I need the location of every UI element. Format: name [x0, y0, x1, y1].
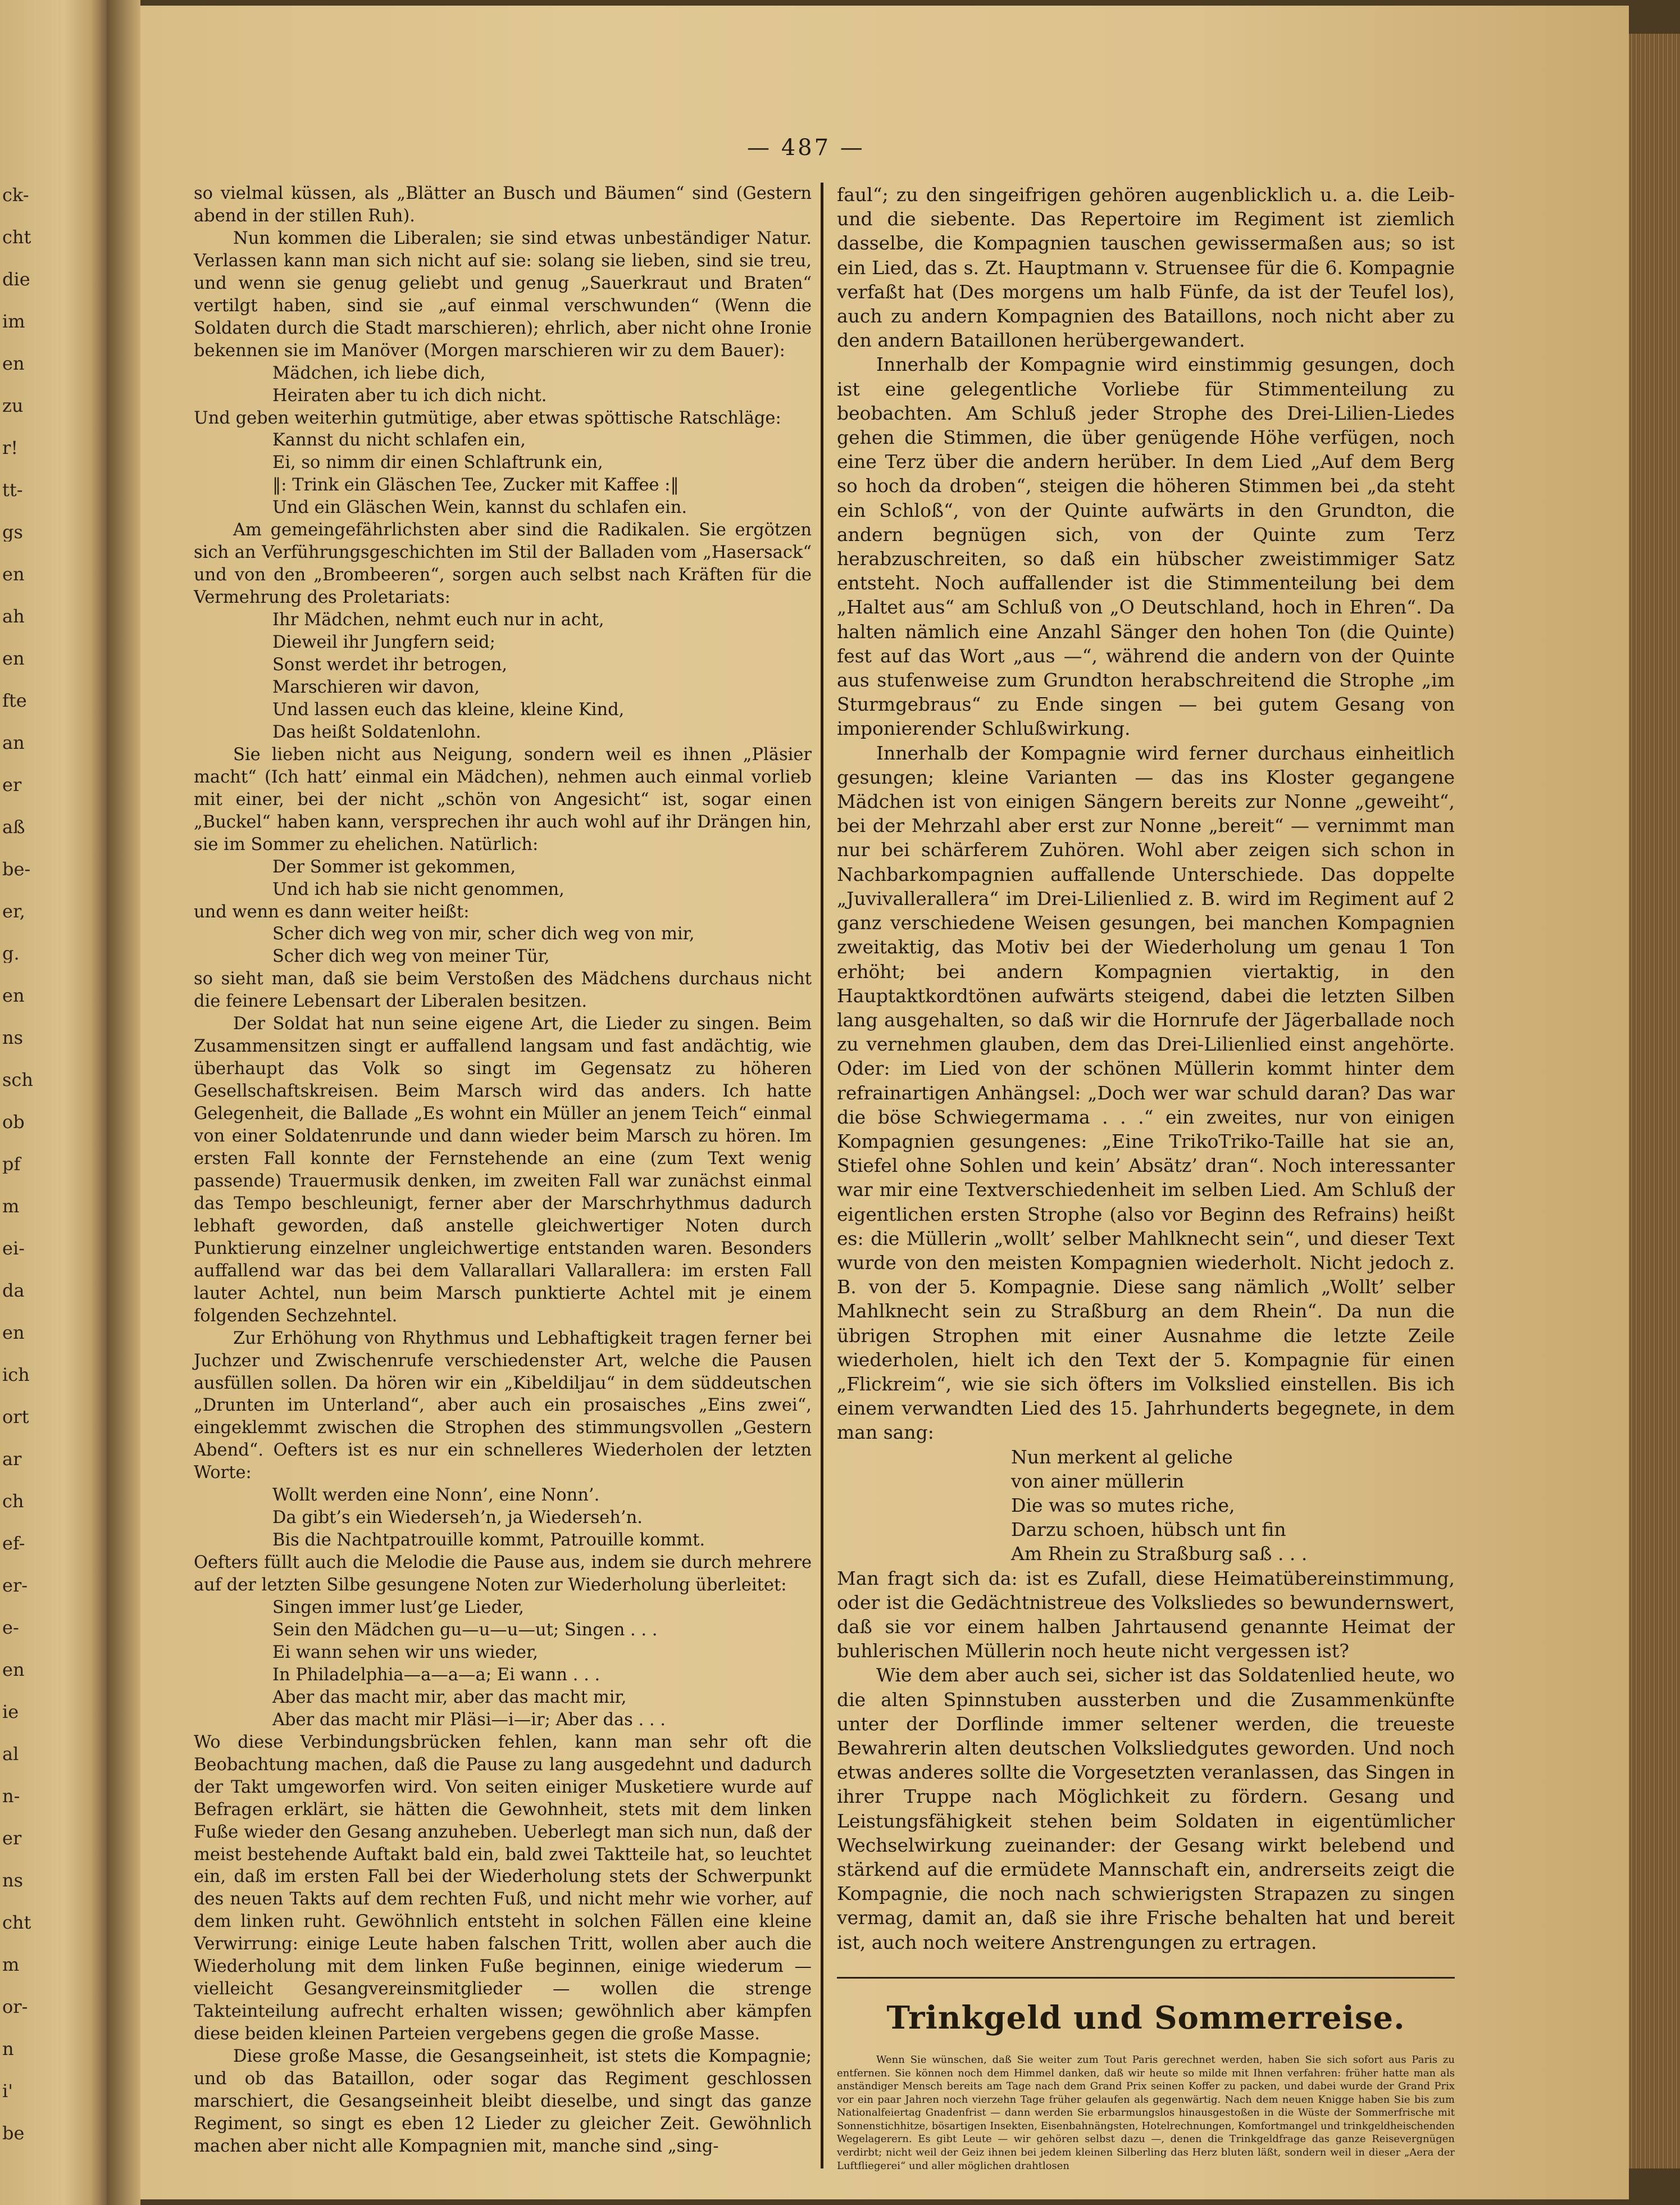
facing-page-fragment: or- [2, 1997, 28, 2016]
column-divider [821, 183, 823, 2168]
paragraph: Nun kommen die Liberalen; sie sind etwas unbeständiger Natur. Verlassen kann man sich nicht auf sie: solang sie lieben, sind sie treu, und wenn sie genug geliebt und genug „Sauerkraut und Braten“ vertilgt haben, sind sie „auf einmal verschwunden“ (Wenn die Soldaten durch die Stadt marschieren); ehrlich, aber nicht ohne Ironie bekennen sie im Manöver (Morgen marschieren wir zu dem Bauer): [194, 228, 812, 361]
paragraph: Innerhalb der Kompagnie wird einstimmig gesungen, doch ist eine gelegentliche Vorliebe für Stimmenteilung zu beobachten. Am Schluß jeder Strophe des Drei-Lilien-Liedes gehen die Stimmen, die über genügende Höhe verfügen, noch eine Terz über die andern herüber. In dem Lied „Auf dem Berg so hoch da droben“, steigen die höheren Stimmen bei „da steht ein Schloß“, von der Quinte aufwärts in den Grundton, die andern begnügen sich, von der Quinte zum Terz herabzuschreiten, so daß ein hübscher zweistimmiger Satz entsteht. Noch auffallender ist die Stimmenteilung bei dem „Haltet aus“ am Schluß von „O Deutschland, hoch in Ehren“. Da halten nämlich eine Anzahl Sänger den hohen Ton (die Quinte) fest auf das Wort „aus —“, während die andern von der Quinte aus stufenweise zum Grundton herabschreitend die Strophe „im Sturmgebraus“ zu Ende singen — bei gutem Gesang von imponierender Schlußwirkung. [837, 353, 1455, 740]
verse-line: In Philadelphia—a—a—a; Ei wann . . . [272, 1665, 600, 1685]
facing-page-fragment: be- [2, 860, 31, 879]
facing-page-fragment: an [2, 733, 25, 752]
facing-page-fragment: da [2, 1281, 25, 1300]
verse-line: Ei wann sehen wir uns wieder, [272, 1642, 538, 1662]
facing-page-fragment: r! [2, 438, 19, 457]
verse-line: von ainer müllerin [1011, 1470, 1185, 1492]
paragraph: und wenn es dann weiter heißt: [194, 902, 470, 922]
page-edges [1629, 34, 1680, 2168]
paragraph: so sieht man, daß sie beim Verstoßen des Mädchens durchaus nicht die feinere Lebensart der Liberalen besitzen. [194, 969, 812, 1012]
paragraph: Und geben weiterhin gutmütige, aber etwas spöttische Ratschläge: [194, 408, 781, 428]
verse-line: ‖: Trink ein Gläschen Tee, Zucker mit Kaffee :‖ [272, 475, 679, 495]
verse-line: Ihr Mädchen, nehmt euch nur in acht, [272, 610, 604, 630]
verse-line: Kannst du nicht schlafen ein, [272, 430, 526, 451]
verse-line: Und ich hab sie nicht genommen, [272, 879, 564, 899]
facing-page-fragment: n- [2, 1786, 20, 1806]
facing-page-fragment: ef- [2, 1534, 25, 1553]
paragraph: Wenn Sie wünschen, daß Sie weiter zum Tout Paris gerechnet werden, haben Sie sich sofort aus Paris zu entfernen. Sie können noch dem Himmel danken, daß wir heute so milde mit Ihnen verfahren: früher hatte man als anständiger Mensch bereits am Tage nach dem Grand Prix seinen Koffer zu packen, und dabei wurde der Grand Prix vor ein paar Jahren noch vierzehn Tage früher gelaufen als gegenwärtig. Nach dem neuen Knigge haben Sie bis zum Nationalfeiertag Gnadenfrist — dann werden Sie erbarmungslos hinausgestoßen in die Wüste der Sommerfrische mit Sonnenstichhitze, bösartigen Insekten, Eisenbahnängsten, Hotelrechnungen, Komfortmangel und trinkgeldheischenden Wegelagerern. Es gibt Leute — wir gehören selbst dazu —, denen die Trinkgeldfrage das ganze Reisevergnügen verdirbt; nicht weil der Geiz ihnen bei jedem kleinen Silberling das Herz bluten läßt, sondern weil in dieser „Aera der Luftfliegerei“ und aller möglichen drahtlosen [837, 2054, 1455, 2172]
facing-page-fragment: die [2, 270, 30, 289]
verse-line: Am Rhein zu Straßburg saß . . . [1011, 1543, 1308, 1565]
facing-page-fragment: en [2, 986, 25, 1005]
verse-line: Singen immer lust’ge Lieder, [272, 1598, 524, 1618]
facing-page-fragment: en [2, 565, 25, 584]
facing-page-fragment: ns [2, 1871, 24, 1890]
verse-line: Scher dich weg von meiner Tür, [272, 947, 550, 967]
facing-page-fragment: al [2, 1744, 19, 1763]
verse-line: Heiraten aber tu ich dich nicht. [272, 385, 547, 406]
paragraph: Am gemeingefährlichsten aber sind die Radikalen. Sie ergötzen sich an Verführungsgeschichten im Stil der Balladen vom „Hasersack“ und von den „Brombeeren“, sorgen auch selbst nach Kräften für die Vermehrung des Proletariats: [194, 520, 812, 608]
facing-page-fragment: er, [2, 902, 25, 921]
paragraph: so vielmal küssen, als „Blätter an Busch und Bäumen“ sind (Gestern abend in der stillen Ruh). [194, 184, 812, 226]
paragraph: Zur Erhöhung von Rhythmus und Lebhaftigkeit tragen ferner bei Juchzer und Zwischenrufe verschiedenster Art, welche die Pausen ausfüllen sollen. Da hören wir ein „Kibeldiljau“ in dem süddeutschen „Drunten im Unterland“, aber auch ein prosaisches „Eins zwei“, eingeklemmt zwischen die Strophen des stimmungsvollen „Gestern Abend“. Oefters ist es nur ein schnelleres Wiederholen der letzten Worte: [194, 1328, 812, 1483]
article-body [837, 2053, 1455, 2172]
verse-line: Da gibt’s ein Wiederseh’n, ja Wiederseh’n. [272, 1508, 643, 1528]
paragraph: Diese große Masse, die Gesangseinheit, ist stets die Kompagnie; und ob das Bataillon, oder sogar das Regiment geschlossen marschiert, die Gesangseinheit bleibt dieselbe, und singt das ganze Regiment, so singt es eben 12 Lieder zu gleicher Zeit. Gewöhnlich machen aber nicht alle Kompagnien mit, manche sind „sing- [194, 2047, 812, 2156]
book-gutter [107, 0, 140, 2205]
facing-page-fragment: en [2, 649, 25, 668]
paragraph: Oefters füllt auch die Melodie die Pause aus, indem sie durch mehrere auf der letzten Silbe gesungene Noten zur Wiederholung überleitet: [194, 1553, 812, 1595]
article-heading: Trinkgeld und Sommerreise. [886, 1999, 1405, 2036]
article-separator [837, 1977, 1455, 1979]
facing-page-fragment: ort [2, 1407, 29, 1426]
facing-page-fragment: ch [2, 1492, 24, 1511]
facing-page-fragment: ob [2, 1112, 25, 1131]
page-number: — 487 — [747, 135, 865, 161]
verse-line: Aber das macht mir, aber das macht mir, [272, 1687, 627, 1707]
facing-page-fragment: m [2, 1197, 20, 1216]
facing-page-fragment: en [2, 354, 25, 373]
facing-page-fragment: g. [2, 944, 20, 963]
facing-page-fragment: en [2, 1660, 25, 1679]
facing-page-fragment: be [2, 2124, 25, 2143]
facing-page-fragment: n [2, 2039, 14, 2058]
paragraph: Wie dem aber auch sei, sicher ist das Soldatenlied heute, wo die alten Spinnstuben aussterben und die Zusammenkünfte unter der Dorflinde immer seltener werden, die treueste Bewahrerin alten deutschen Volksliedgutes geworden. Und noch etwas anderes sollte die Vorgesetzten veranlassen, das Singen in ihrer Truppe nach Möglichkeit zu fördern. Gesang und Leistungsfähigkeit stehen beim Soldaten in eigentümlicher Wechselwirkung zueinander: der Gesang wirkt belebend und stärkend auf die ermüdete Mannschaft ein, andrerseits zeigt die Kompagnie, die noch nach schwierigsten Strapazen zu singen vermag, damit an, daß sie ihre Frische behalten hat und bereit ist, auch noch weitere Anstrengungen zu ertragen. [837, 1664, 1455, 1953]
facing-page-fragment: ich [2, 1365, 30, 1384]
paragraph: Wo diese Verbindungsbrücken fehlen, kann man sehr oft die Beobachtung machen, daß die Pause zu lang ausgedehnt und dadurch der Takt umgeworfen wird. Von seiten einiger Musketiere wurde auf Befragen erklärt, sie hätten die Gewohnheit, stets mit dem linken Fuße wieder den Gesang anzuheben. Ueberlegt man sich nun, daß der meist bestehende Auftakt bald ein, bald zwei Taktteile hat, so leuchtet ein, daß im ersten Fall bei der Wiederholung stets der Schwerpunkt des neuen Takts auf dem rechten Fuß, und nicht mehr wie vorher, auf dem linken ruht. Gewöhnlich entsteht in solchen Fällen eine kleine Verwirrung: einige Leute haben falschen Tritt, wollen aber auch die Wiederholung mit dem linken Fuße beginnen, einige wiederum — vielleicht Gesangvereinsmitglieder — wollen die strenge Takteinteilung aufrecht erhalten wissen; gewöhnlich aber kämpfen diese beiden kleinen Parteien vergebens gegen die große Masse. [194, 1732, 812, 2044]
verse-line: Sein den Mädchen gu—u—u—ut; Singen . . . [272, 1620, 658, 1640]
verse-line: Und lassen euch das kleine, kleine Kind, [272, 699, 625, 720]
facing-page-edge [0, 0, 107, 2205]
verse-line: Dieweil ihr Jungfern seid; [272, 633, 495, 653]
facing-page-fragment: ar [2, 1449, 22, 1469]
paragraph: faul“; zu den singeifrigen gehören augenblicklich u. a. die Leib- und die siebente. Das Repertoire im Regiment ist ziemlich dasselbe, die Kompagnien tauschen gewissermaßen aus; so ist ein Lied, das s. Zt. Hauptmann v. Struensee für die 6. Kompagnie verfaßt hat (Des morgens um halb Fünfe, da ist der Teufel los), auch zu andern Kompagnien des Bataillons, noch nicht aber zu den andern Bataillonen herübergewandert. [837, 184, 1455, 352]
facing-page-fragment: e- [2, 1618, 19, 1637]
facing-page-fragment: gs [2, 522, 23, 542]
verse-line: Nun merkent al geliche [1011, 1445, 1233, 1468]
right-column [837, 183, 1455, 1954]
facing-page-fragment: cht [2, 228, 31, 247]
facing-page-fragment: er- [2, 1576, 28, 1595]
facing-page-fragment: ah [2, 607, 25, 626]
verse-line: Mädchen, ich liebe dich, [272, 363, 486, 383]
paragraph: Man fragt sich da: ist es Zufall, diese Heimatübereinstimmung, oder ist die Gedächtnistreue des Volksliedes so bewundernswert, daß sie vor einem halben Jahrtausend genannte Heimat der buhlerischen Müllerin noch heute nicht vergessen ist? [837, 1567, 1455, 1662]
paragraph: Der Soldat hat nun seine eigene Art, die Lieder zu singen. Beim Zusammensitzen singt er auffallend langsam und fast andächtig, wie überhaupt das Volk so singt im Gegensatz zu höheren Gesellschaftskreisen. Beim Marsch wird das anders. Ich hatte Gelegenheit, die Ballade „Es wohnt ein Müller an jenem Teich“ einmal von einer Soldatenrunde und dann wieder beim Marsch zu hören. Im ersten Fall konnte der Fernstehende an eine (zum Text wenig passende) Trauermusik denken, im zweiten Fall war zunächst einmal das Tempo beschleunigt, ferner aber der Marschrhythmus dadurch lebhaft geworden, daß anstelle gleichwertiger Noten durch Punktierung einzelner ungleichwertige entstanden waren. Besonders auffallend war das bei dem Vallarallari Vallarallera: im ersten Fall lauter Achtel, nun beim Marsch punktierte Achtel mit je einem folgenden Sechzehntel. [194, 1014, 812, 1326]
facing-page-fragment: aß [2, 817, 25, 836]
left-column [194, 183, 812, 2158]
verse-line: Der Sommer ist gekommen, [272, 857, 516, 877]
facing-page-fragment: er [2, 775, 22, 794]
paragraph: Sie lieben nicht aus Neigung, sondern weil es ihnen „Pläsier macht“ (Ich hatt’ einmal ein Mädchen), nehmen auch einmal vorlieb mit einer, bei der nicht „schön von Angesicht“ ist, sogar einen „Buckel“ haben kann, versprechen ihr auch wohl auf ihr Drängen hin, sie im Sommer zu ehelichen. Natürlich: [194, 744, 812, 854]
facing-page-fragment: cht [2, 1913, 31, 1932]
verse-line: Darzu schoen, hübsch unt fin [1011, 1519, 1286, 1541]
facing-page-fragment: ie [2, 1702, 19, 1721]
facing-page-fragment: ck- [2, 185, 29, 204]
verse-line: Die was so mutes riche, [1011, 1494, 1235, 1516]
facing-page-fragment: ei- [2, 1239, 25, 1258]
facing-page-fragment: fte [2, 691, 27, 710]
verse-line: Das heißt Soldatenlohn. [272, 722, 481, 742]
facing-page-fragment: pf [2, 1154, 21, 1174]
facing-page-fragment: er [2, 1829, 22, 1848]
verse-line: Scher dich weg von mir, scher dich weg von mir, [272, 924, 695, 944]
verse-line: Wollt werden eine Nonn’, eine Nonn’. [272, 1485, 600, 1506]
facing-page-fragment: i' [2, 2081, 13, 2101]
facing-page-fragment: en [2, 1323, 25, 1342]
verse-line: Bis die Nachtpatrouille kommt, Patrouille kommt. [272, 1530, 705, 1551]
verse-line: Sonst werdet ihr betrogen, [272, 655, 508, 675]
facing-page-fragment: tt- [2, 480, 23, 499]
verse-line: Und ein Gläschen Wein, kannst du schlafen ein. [272, 498, 688, 518]
verse-line: Aber das macht mir Pläsi—i—ir; Aber das . . . [272, 1710, 666, 1730]
facing-page-fragment: m [2, 1955, 20, 1974]
paragraph: Innerhalb der Kompagnie wird ferner durchaus einheitlich gesungen; kleine Varianten — das ins Kloster gegangene Mädchen ist von einigen Sängern bereits zur Nonne „geweiht“, bei der Mehrzahl aber erst zur Nonne „bereit“ — vernimmt man nur bei schärferem Zuhören. Wohl aber zeigen sich schon in Nachbarkompagnien auffallende Unterschiede. Das doppelte „Juvivallerallera“ im Drei-Lilienlied z. B. wird im Regiment auf 2 ganz verschiedene Weisen gesungen, bei manchen Kompagnien zweitaktig, das Motiv bei der Wiederholung um genau 1 Ton erhöht; bei andern Kompagnien viertaktig, in den Hauptaktkordtönen aufwärts steigend, dabei die letzten Silben lang ausgehalten, so daß wir die Hornrufe der Jägerballade noch zu vernehmen glauben, dem das Drei-Lilienlied einst angehörte. Oder: im Lied von der schönen Müllerin kommt hinter dem refrainartigen Anhängsel: „Doch wer war schuld daran? Das war die böse Schwiegermama . . .“ ein zweites, nur von einigen Kompagnien gesungenes: „Eine TrikoTriko-Taille hat sie an, Stiefel ohne Sohlen und kein’ Absätz’ dran“. Noch interessanter war mir eine Textverschiedenheit im selben Lied. Am Schluß der eigentlichen ersten Strophe (also vor Beginn des Refrains) heißt es: die Müllerin „wollt’ selber Mahlknecht sein“, und dieser Text wurde von den meisten Kompagnien wiederholt. Nicht jedoch z. B. von der 5. Kompagnie. Diese sang nämlich „Wollt’ selber Mahlknecht sein zu Straßburg an dem Rhein“. Da nun die übrigen Strophen mit einer Ausnahme die letzte Zeile wiederholen, hielt ich den Text der 5. Kompagnie für einen „Flickreim“, wie sie sich öfters im Volkslied einstellen. Bis ich einem verwandten Lied des 15. Jahrhunderts begegnete, in dem man sang: [837, 742, 1455, 1444]
verse-line: Ei, so nimm dir einen Schlaftrunk ein, [272, 453, 603, 473]
facing-page-fragment: sch [2, 1070, 33, 1089]
verse-line: Marschieren wir davon, [272, 677, 480, 697]
facing-page-fragment: ns [2, 1028, 24, 1047]
facing-page-fragment: zu [2, 396, 24, 415]
facing-page-fragment: im [2, 312, 25, 331]
